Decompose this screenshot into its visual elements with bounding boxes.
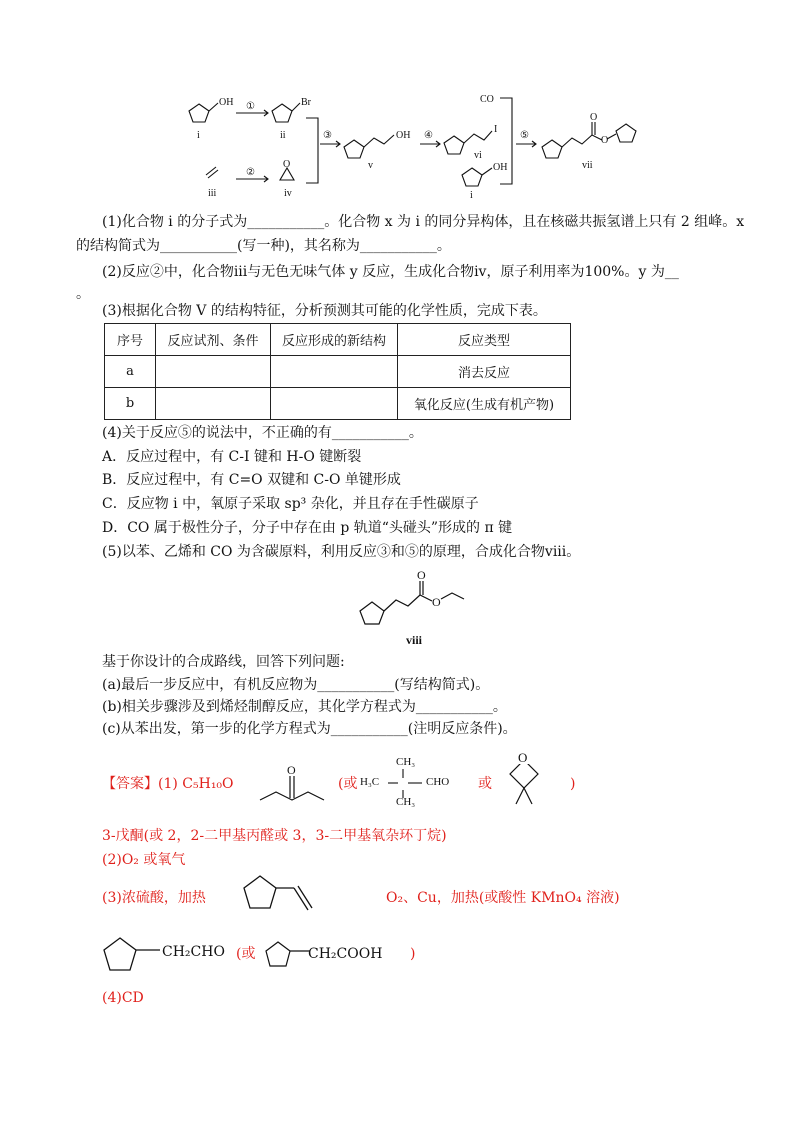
answer-or-3: (或 bbox=[236, 946, 256, 962]
table-cell: 氧化反应(生成有机产物) bbox=[398, 388, 571, 420]
answer-3-part-a: (3)浓硫酸，加热 bbox=[102, 890, 206, 906]
label-o-carbonyl: O bbox=[590, 112, 598, 123]
question-4-option-b: B．反应过程中，有 C=O 双键和 C-O 单键形成 bbox=[102, 472, 401, 488]
cyclopentyl-acetic-acid-ring bbox=[262, 938, 314, 976]
cyclopentane-ring-i bbox=[189, 104, 209, 122]
oxetane-structure bbox=[498, 748, 552, 810]
question-5-stem: (5)以苯、乙烯和 CO 为含碳原料，利用反应③和⑤的原理，合成化合物viii。 bbox=[102, 544, 581, 560]
answer-line-1 bbox=[102, 774, 234, 794]
label-o-ester: O bbox=[601, 135, 609, 146]
table-header: 反应类型 bbox=[398, 324, 571, 356]
label-o-carbonyl-viii: O bbox=[417, 568, 426, 582]
label-oh-i2: OH bbox=[493, 162, 508, 173]
dimethylpropanal-structure bbox=[360, 756, 468, 808]
dimethylpropanal-bonds bbox=[360, 756, 468, 812]
table-row bbox=[105, 388, 571, 420]
label-o-pentanone: O bbox=[287, 763, 296, 777]
table-cell bbox=[156, 356, 271, 388]
question-2-line-2: 。 bbox=[76, 286, 90, 302]
label-iv: iv bbox=[284, 188, 292, 199]
label-vi: vi bbox=[474, 150, 482, 161]
table-header-row bbox=[105, 324, 571, 356]
table-header: 反应试剂、条件 bbox=[156, 324, 271, 356]
properties-table bbox=[104, 323, 571, 420]
table-cell bbox=[271, 356, 398, 388]
question-3-intro: (3)根据化合物 V 的结构特征，分析预测其可能的化学性质，完成下表。 bbox=[102, 303, 547, 319]
ch3-bottom: CH₃ bbox=[396, 796, 416, 808]
question-4-option-a: A．反应过程中，有 C-I 键和 H-O 键断裂 bbox=[102, 449, 362, 465]
cyclopentane-ring-vi bbox=[444, 136, 464, 154]
label-o-epoxide: O bbox=[283, 159, 291, 170]
vinylcyclopentane-structure bbox=[236, 868, 326, 924]
answer-4: (4)CD bbox=[102, 990, 144, 1006]
h3c-left: H₃C bbox=[360, 776, 380, 788]
step-3-label: ③ bbox=[323, 130, 332, 141]
label-o-oxetane: O bbox=[518, 750, 528, 765]
label-i2: i bbox=[470, 190, 473, 200]
question-4-option-d: D．CO 属于极性分子，分子中存在由 p 轨道“头碰头”形成的 π 键 bbox=[102, 520, 513, 536]
step-4-label: ④ bbox=[424, 130, 433, 141]
cyclopentane-ring-ii bbox=[272, 104, 292, 122]
question-5-part-b: (b)相关步骤涉及到烯烃制醇反应，其化学方程式为___________。 bbox=[102, 699, 507, 715]
reaction-scheme bbox=[170, 88, 670, 200]
label-vii: vii bbox=[582, 160, 593, 171]
step-2-label: ② bbox=[246, 167, 255, 178]
label-ii: ii bbox=[280, 130, 286, 141]
question-4-stem: (4)关于反应⑤的说法中，不正确的有___________。 bbox=[102, 425, 423, 441]
answer-close-3: ) bbox=[410, 946, 416, 962]
answer-2: (2)O₂ 或氧气 bbox=[102, 852, 186, 868]
table-cell bbox=[156, 388, 271, 420]
question-5-basis: 基于你设计的合成路线，回答下列问题: bbox=[102, 654, 345, 670]
cyclopentane-ring-v bbox=[344, 140, 364, 158]
label-o-ester-viii: O bbox=[432, 595, 441, 609]
cho-right: CHO bbox=[426, 776, 450, 788]
cyclopentane-ring-vii bbox=[542, 140, 562, 158]
compound-viii-structure bbox=[344, 568, 494, 650]
answer-name: 3-戊酮(或 2，2-二甲基丙醛或 3，3-二甲基氧杂环丁烷) bbox=[102, 828, 447, 844]
answer-or-2: 或 bbox=[478, 776, 492, 792]
answer-or-1: (或 bbox=[338, 776, 358, 792]
table-header: 反应形成的新结构 bbox=[271, 324, 398, 356]
question-2-line-1: (2)反应②中，化合物iii与无色无味气体 y 反应，生成化合物iv，原子利用率为100%。y 为__ bbox=[102, 264, 679, 280]
question-1-line-2: 的结构简式为___________(写一种)，其名称为___________。 bbox=[76, 238, 451, 254]
answer-1-formula: (1) C₅H₁₀O bbox=[158, 776, 234, 792]
question-5-part-a: (a)最后一步反应中，有机反应物为___________(写结构简式)。 bbox=[102, 677, 490, 693]
table-cell bbox=[271, 388, 398, 420]
label-v: v bbox=[368, 160, 373, 171]
ch2cho-group: CH₂CHO bbox=[162, 944, 225, 960]
step-5-label: ⑤ bbox=[520, 130, 529, 141]
ch3-top: CH₃ bbox=[396, 756, 416, 768]
label-viii: viii bbox=[406, 633, 423, 647]
label-i-atom: I bbox=[494, 124, 498, 135]
table-row bbox=[105, 356, 571, 388]
table-header: 序号 bbox=[105, 324, 156, 356]
answer-tag: 【答案】 bbox=[102, 776, 158, 792]
label-oh-i: OH bbox=[219, 97, 234, 108]
cyclopentane-ring-vii-b bbox=[616, 124, 636, 142]
question-4-option-c: C．反应物 i 中，氧原子采取 sp³ 杂化，并且存在手性碳原子 bbox=[102, 496, 479, 512]
label-co: CO bbox=[480, 94, 494, 105]
table-cell: 消去反应 bbox=[398, 356, 571, 388]
question-1-line-1: (1)化合物 i 的分子式为___________。化合物 x 为 i 的同分异构体，且在核磁共振氢谱上只有 2 组峰。x bbox=[102, 214, 745, 230]
label-oh-v: OH bbox=[396, 130, 411, 141]
label-iii: iii bbox=[208, 188, 217, 199]
label-br: Br bbox=[301, 97, 311, 108]
cyclopentyl-acetaldehyde-ring bbox=[98, 934, 168, 978]
step-1-label: ① bbox=[246, 101, 255, 112]
table-cell: b bbox=[105, 388, 156, 420]
answer-close-1: ) bbox=[570, 776, 576, 792]
label-i: i bbox=[197, 130, 200, 141]
answer-3-part-b: O₂、Cu，加热(或酸性 KMnO₄ 溶液) bbox=[386, 890, 620, 906]
bracket-1 bbox=[306, 118, 318, 183]
ethylene-double-bond bbox=[208, 170, 218, 178]
cyclopentane-ring-i-2 bbox=[462, 168, 482, 186]
pentanone-structure bbox=[254, 762, 334, 810]
table-cell: a bbox=[105, 356, 156, 388]
question-5-part-c: (c)从苯出发，第一步的化学方程式为___________(注明反应条件)。 bbox=[102, 721, 517, 737]
ch2cooh-group: CH₂COOH bbox=[308, 946, 383, 962]
